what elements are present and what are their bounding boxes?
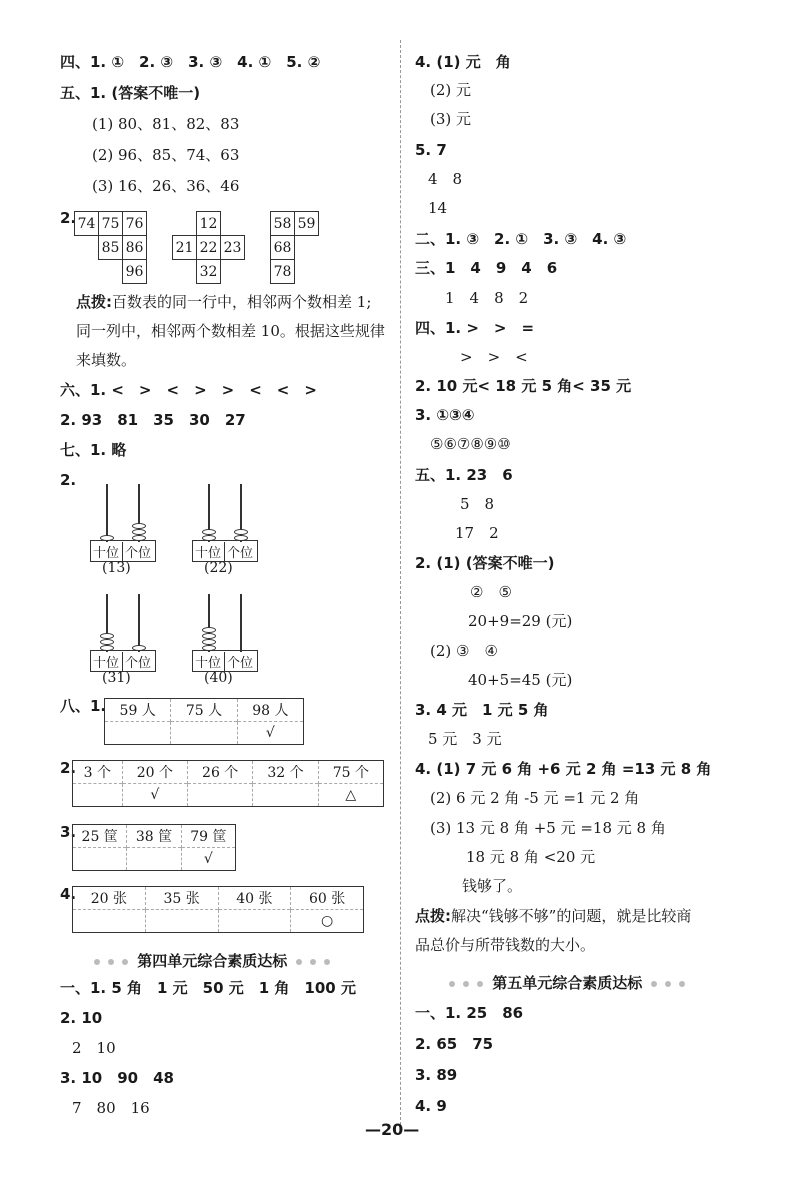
abacus-separator: [122, 652, 123, 672]
abacus-bead: [202, 529, 216, 535]
table-answer-cell: [171, 722, 237, 745]
question-label: 4.: [60, 885, 77, 903]
answer-line: 4. 9: [415, 1097, 447, 1115]
unit5-title-text: 第五单元综合素质达标: [492, 974, 643, 992]
tip-line: [415, 906, 691, 926]
table-answer-cell: [73, 910, 146, 933]
answer-line: 一、1. 5 角 1 元 50 元 1 角 100 元: [60, 979, 356, 997]
answer-line: 3. 10 90 48: [60, 1069, 174, 1087]
tip-line: 来填数。: [76, 351, 137, 369]
table-header-cell: 79 筐: [181, 825, 235, 848]
abacus-rod-ones: [240, 594, 242, 652]
answer-line: (3) 16、26、36、46: [92, 177, 240, 195]
answer-line: (2) ③ ④: [430, 642, 498, 660]
abacus-ones-label: 个位: [125, 546, 152, 561]
question-label: 八、1.: [60, 697, 107, 715]
abacus-bead: [100, 639, 114, 645]
answer-line: 17 2: [455, 524, 499, 542]
table-answer-cell: √: [181, 848, 235, 871]
grid-cell: [173, 212, 197, 236]
answer-line: 1 4 8 2: [445, 289, 529, 307]
answer-line: 三、1 4 9 4 6: [415, 259, 558, 277]
abacus: [90, 482, 156, 562]
abacus-separator: [224, 542, 225, 562]
answer-line: 六、1. < > < > > < < >: [60, 381, 317, 399]
grid-cell: 23: [221, 236, 245, 260]
abacus-separator: [224, 652, 225, 672]
answer-line: 2 10: [72, 1039, 116, 1057]
unit4-title-text: 第四单元综合素质达标: [137, 952, 288, 970]
answer-line: 2. 93 81 35 30 27: [60, 411, 246, 429]
page-number: —20—: [365, 1120, 420, 1139]
answer-table-3: [72, 824, 236, 871]
abacus-bead: [202, 639, 216, 645]
table-answer-cell: [105, 722, 171, 745]
abacus-tens-label: 十位: [93, 656, 120, 671]
grid-cell: [75, 236, 99, 260]
answer-line: 40+5=45 (元): [468, 671, 573, 689]
question-label: 2.: [60, 759, 77, 777]
table-answer-cell: √: [237, 722, 303, 745]
abacus-ones-label: 个位: [125, 656, 152, 671]
abacus-bead: [100, 633, 114, 639]
abacus: [192, 592, 258, 672]
abacus-caption: (40): [204, 670, 233, 686]
answer-line: 2. (1) (答案不唯一): [415, 554, 555, 572]
grid-cell: 68: [271, 236, 295, 260]
tip-label: 点拨:: [415, 907, 451, 925]
answer-line: 四、1. ① 2. ③ 3. ③ 4. ① 5. ②: [60, 53, 321, 71]
answer-line: 14: [428, 199, 448, 217]
answer-line: 四、1. > > =: [415, 319, 535, 337]
answer-line: 五、1. 23 6: [415, 466, 513, 484]
tip-line: 同一列中，相邻两个数相差 10。根据这些规律: [76, 322, 385, 340]
answer-table-1: [104, 698, 304, 745]
grid-cell: 59: [295, 212, 319, 236]
answer-line: 3. 4 元 1 元 5 角: [415, 701, 549, 719]
answer-line: 7 80 16: [72, 1099, 150, 1117]
table-header-cell: 32 个: [253, 761, 318, 784]
table-header-cell: 75 个: [318, 761, 383, 784]
table-header-cell: 98 人: [237, 699, 303, 722]
tip-line: [76, 292, 371, 312]
tip-text: 百数表的同一行中，相邻两个数相差 1;: [112, 293, 372, 311]
table-answer-cell: [218, 910, 291, 933]
grid-cell: 96: [123, 260, 147, 284]
abacus-bead: [234, 529, 248, 535]
grid-cell: 85: [99, 236, 123, 260]
abacus-base: [192, 540, 258, 562]
table-answer-cell: ○: [291, 910, 364, 933]
table-answer-cell: [188, 784, 253, 807]
hundred-chart-grid-3: [270, 211, 319, 284]
table-header-cell: 25 筐: [81, 829, 118, 845]
grid-cell: 58: [271, 212, 295, 236]
answer-line: (2) 6 元 2 角 -5 元 =1 元 2 角: [430, 789, 640, 807]
abacus-bead: [202, 633, 216, 639]
grid-cell: 32: [197, 260, 221, 284]
abacus-tens-label: 十位: [93, 546, 120, 561]
table-answer-cell: [73, 784, 123, 807]
table-answer-cell: √: [122, 784, 187, 807]
answer-line: 钱够了。: [462, 877, 523, 895]
grid-cell: 75: [99, 212, 123, 236]
abacus-caption: (13): [102, 560, 131, 576]
abacus-rod-ones: [138, 594, 140, 652]
grid-cell: [295, 236, 319, 260]
abacus-bead: [132, 529, 146, 535]
tip-line: 品总价与所带钱数的大小。: [415, 936, 596, 954]
grid-cell: 86: [123, 236, 147, 260]
grid-cell: 12: [197, 212, 221, 236]
grid-cell: [295, 260, 319, 284]
abacus-separator: [122, 542, 123, 562]
answer-line: (2) 96、85、74、63: [92, 146, 240, 164]
answer-table-4: [72, 886, 364, 933]
answer-line: 20+9=29 (元): [468, 612, 573, 630]
column-divider: [400, 40, 401, 1125]
table-answer-cell: △: [318, 784, 383, 807]
table-header-cell: 75 人: [171, 699, 237, 722]
abacus: [192, 482, 258, 562]
answer-line: 5. 7: [415, 141, 447, 159]
answer-line: (1) 80、81、82、83: [92, 115, 240, 133]
abacus-rod-tens: [106, 484, 108, 542]
abacus-caption: (22): [204, 560, 233, 576]
grid-cell: [221, 260, 245, 284]
abacus-tens-label: 十位: [195, 546, 222, 561]
abacus: [90, 592, 156, 672]
answer-table-2: [72, 760, 384, 807]
grid-cell: [99, 260, 123, 284]
abacus-base: [90, 540, 156, 562]
answer-line: 4. (1) 7 元 6 角 +6 元 2 角 =13 元 8 角: [415, 760, 712, 778]
question-label: 2.: [60, 471, 77, 489]
grid-cell: [221, 212, 245, 236]
question-label: 2.: [60, 209, 77, 227]
grid-cell: 76: [123, 212, 147, 236]
answer-line: ② ⑤: [470, 583, 512, 601]
table-answer-cell: [145, 910, 218, 933]
answer-line: 一、1. 25 86: [415, 1004, 524, 1022]
answer-line: > > <: [460, 348, 528, 366]
grid-cell: 74: [75, 212, 99, 236]
hundred-chart-grid-2: [172, 211, 245, 284]
tip-text: 解决“钱够不够”的问题，就是比较商: [451, 907, 692, 925]
answer-line: 3. 89: [415, 1066, 458, 1084]
abacus-ones-label: 个位: [227, 546, 254, 561]
answer-line: 七、1. 略: [60, 441, 127, 459]
answer-line: 二、1. ③ 2. ① 3. ③ 4. ③: [415, 230, 627, 248]
table-header-cell: 40 张: [218, 887, 291, 910]
table-answer-cell: [73, 848, 127, 871]
abacus-base: [90, 650, 156, 672]
table-header-cell: 35 张: [145, 887, 218, 910]
unit4-section-title: [90, 950, 334, 971]
answer-line: 5 8: [460, 495, 495, 513]
answer-line: 2. 10 元< 18 元 5 角< 35 元: [415, 377, 632, 395]
table-header-cell: 59 人: [119, 703, 156, 719]
answer-line: 2. 10: [60, 1009, 103, 1027]
table-answer-cell: [253, 784, 318, 807]
unit5-section-title: [445, 972, 689, 993]
table-header-cell: 26 个: [188, 761, 253, 784]
answer-line: 3. ①③④: [415, 406, 475, 424]
table-header-cell: 3 个: [83, 765, 112, 781]
answer-line: 18 元 8 角 <20 元: [466, 848, 596, 866]
answer-line: 4. (1) 元 角: [415, 53, 511, 71]
abacus-bead: [132, 523, 146, 529]
abacus-ones-label: 个位: [227, 656, 254, 671]
answer-line: (2) 元: [430, 81, 472, 99]
table-header-cell: 60 张: [291, 887, 364, 910]
grid-cell: 78: [271, 260, 295, 284]
abacus-caption: (31): [102, 670, 131, 686]
answer-line: 5 元 3 元: [428, 730, 502, 748]
grid-cell: 22: [197, 236, 221, 260]
tip-label: 点拨:: [76, 293, 112, 311]
grid-cell: [173, 260, 197, 284]
answer-line: 4 8: [428, 170, 463, 188]
grid-cell: 21: [173, 236, 197, 260]
table-header-cell: 38 筐: [127, 825, 181, 848]
abacus-base: [192, 650, 258, 672]
hundred-chart-grid-1: [74, 211, 147, 284]
abacus-bead: [202, 627, 216, 633]
grid-cell: [75, 260, 99, 284]
table-answer-cell: [127, 848, 181, 871]
answer-line: (3) 元: [430, 110, 472, 128]
answer-line: 五、1. (答案不唯一): [60, 84, 201, 102]
abacus-tens-label: 十位: [195, 656, 222, 671]
table-header-cell: 20 张: [90, 891, 127, 907]
answer-line: 2. 65 75: [415, 1035, 494, 1053]
answer-line: (3) 13 元 8 角 +5 元 =18 元 8 角: [430, 819, 666, 837]
table-header-cell: 20 个: [122, 761, 187, 784]
question-label: 3.: [60, 823, 77, 841]
answer-line: ⑤⑥⑦⑧⑨⑩: [430, 435, 511, 453]
